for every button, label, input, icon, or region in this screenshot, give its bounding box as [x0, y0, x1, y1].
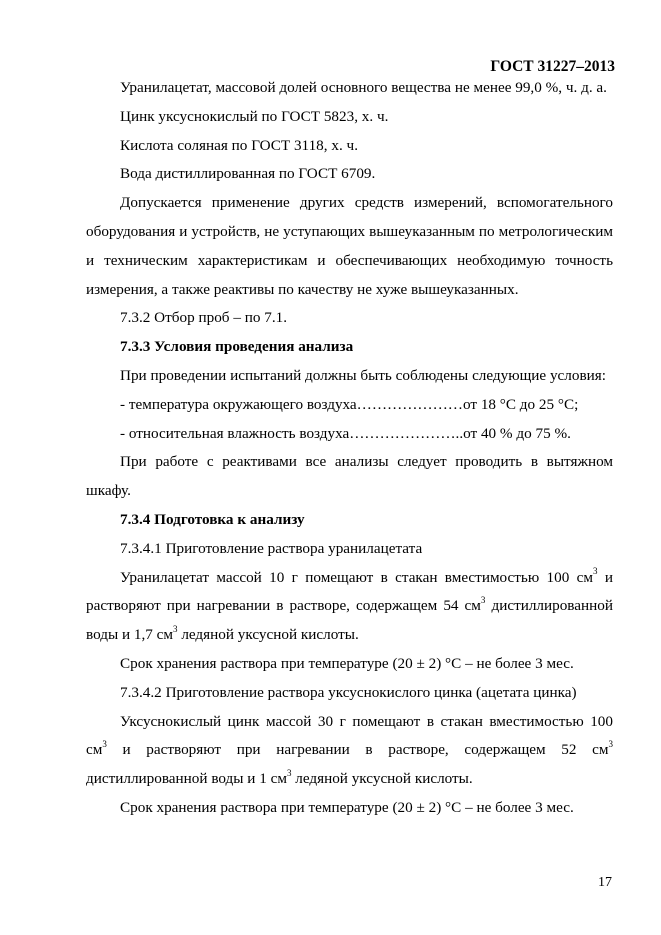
- section-7-3-4-2-heading: 7.3.4.2 Приготовление раствора уксуснокислого цинка (ацетата цинка): [120, 683, 577, 701]
- uranyl-acetate-preparation: Уранилацетат массой 10 г помещают в стакан вместимостью 100 $см^3$ и растворяют при нагревании в растворе, содержащем 54 $см^3$ дистиллированной воды и 1,7 $см^3$ ледяной уксусной кислоты.: [86, 566, 613, 644]
- test-conditions-intro: При проведении испытаний должны быть соблюдены следующие условия:: [120, 366, 606, 384]
- zinc-acetate-preparation: Уксуснокислый цинк массой 30 г помещают в стакан вместимостью 100 $см^3$ и растворяют при нагревании в растворе, содержащем 52 $см^3$ дистиллированной воды и 1 $см^3$ ледяной уксусной кислоты.: [86, 712, 613, 788]
- zinc-storage-term: Срок хранения раствора при температуре (20 ± 2) °С – не более 3 мес.: [120, 798, 574, 816]
- reagent-uranyl-acetate: Уранилацетат, массовой долей основного вещества не менее 99,0 %, ч. д. а.: [120, 79, 607, 96]
- reagent-distilled-water: Вода дистиллированная по ГОСТ 6709.: [120, 165, 376, 183]
- page-number: 17: [598, 875, 612, 890]
- equipment-allowance-paragraph: Допускается применение других средств измерений, вспомогательного оборудования и устройств, не уступающих вышеуказанным по метрологическим и техническим характеристикам и обеспечивающих необходимую точность измерения, а также реактивы по качеству не хуже вышеуказанных.: [86, 194, 613, 298]
- section-7-3-4-1-heading: 7.3.4.1 Приготовление раствора уранилацетата: [120, 539, 423, 557]
- section-7-3-2: 7.3.2 Отбор проб – по 7.1.: [120, 309, 288, 327]
- section-7-3-3-heading: 7.3.3 Условия проведения анализа: [120, 338, 354, 356]
- document-body: [86, 74, 613, 823]
- condition-humidity: - относительная влажность воздуха…………………..от 40 % до 75 %.: [120, 424, 571, 442]
- reagent-hydrochloric-acid: Кислота соляная по ГОСТ 3118, х. ч.: [120, 136, 358, 154]
- reagent-zinc-acetate: Цинк уксуснокислый по ГОСТ 5823, х. ч.: [120, 107, 389, 125]
- section-7-3-4-heading: 7.3.4 Подготовка к анализу: [120, 510, 305, 528]
- fume-hood-paragraph: При работе с реактивами все анализы следует проводить в вытяжном шкафу.: [86, 453, 613, 500]
- condition-temperature: - температура окружающего воздуха…………………от 18 °С до 25 °С;: [120, 395, 579, 413]
- uranyl-storage-term: Срок хранения раствора при температуре (20 ± 2) °С – не более 3 мес.: [120, 654, 574, 672]
- document-code-header: ГОСТ 31227–2013: [490, 58, 615, 75]
